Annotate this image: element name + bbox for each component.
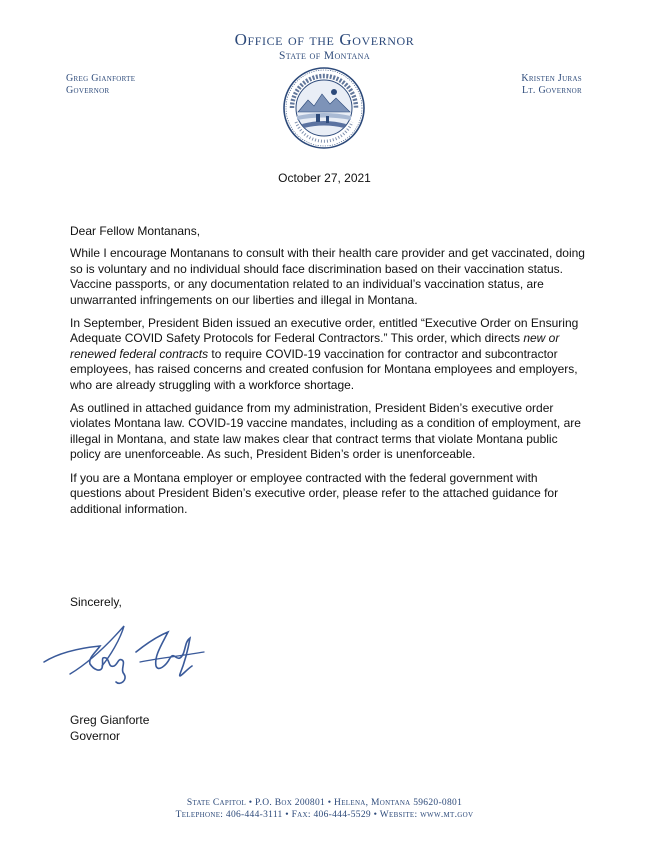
governor-block <box>66 73 135 97</box>
letter-body <box>70 224 585 525</box>
signer-title: Governor <box>70 729 121 743</box>
salutation: Dear Fellow Montanans, <box>70 224 201 238</box>
paragraph-1: While I encourage Montanans to consult with their health care provider and get vaccinated, doing so is voluntary and no individual should face discrimination based on their vaccination status. Vaccine passports, or any documentation related to an individual’s vaccination status, are unwarranted infringements on our liberties and illegal in Montana. <box>70 246 585 307</box>
lt-governor-block <box>521 73 582 97</box>
lt-governor-name: Kristen Juras <box>521 73 582 84</box>
paragraph-2-emphasis: new or renewed federal contracts <box>70 331 560 361</box>
signer-name: Greg Gianforte <box>70 713 150 727</box>
state-subtitle: State of Montana <box>278 50 371 62</box>
paragraph-2-part-a: In September, President Biden issued an executive order, entitled “Executive Order on Ensuring Adequate COVID Safety Protocols for Federal Contractors.” This order, which directs <box>70 316 579 346</box>
paragraph-3: As outlined in attached guidance from my administration, President Biden’s executive order violates Montana law. COVID-19 vaccine mandates, including as a condition of employment, are illegal in Montana, and state law makes clear that contract terms that violate Montana public policy are unenforceable. As such, President Biden’s order is unenforceable. <box>70 401 581 462</box>
lt-governor-title: Lt. Governor <box>521 85 582 96</box>
closing: Sincerely, <box>70 595 122 609</box>
paragraph-2 <box>70 316 585 393</box>
footer-contact: Telephone: 406-444-3111 • Fax: 406-444-5529 • Website: www.mt.gov <box>175 810 474 820</box>
signature-icon <box>40 622 210 694</box>
state-seal-icon <box>282 66 366 150</box>
paragraph-2-part-b: to require COVID-19 vaccination for contractor and subcontractor employees, has raised concerns and created confusion for Montana employees and employers, who are already struggling with a workforce shortage. <box>70 346 578 392</box>
office-title: Office of the Governor <box>234 30 415 49</box>
footer-address: State Capitol • P.O. Box 200801 • Helena, Montana 59620-0801 <box>186 798 463 808</box>
signer-block <box>70 712 149 744</box>
governor-title: Governor <box>66 85 110 96</box>
letterhead-footer <box>0 797 649 821</box>
letter-date: October 27, 2021 <box>278 171 371 185</box>
governor-name: Greg Gianforte <box>66 73 136 84</box>
paragraph-4: If you are a Montana employer or employee contracted with the federal government with questions about President Biden’s executive order, please refer to the attached guidance for additional information. <box>70 470 559 516</box>
